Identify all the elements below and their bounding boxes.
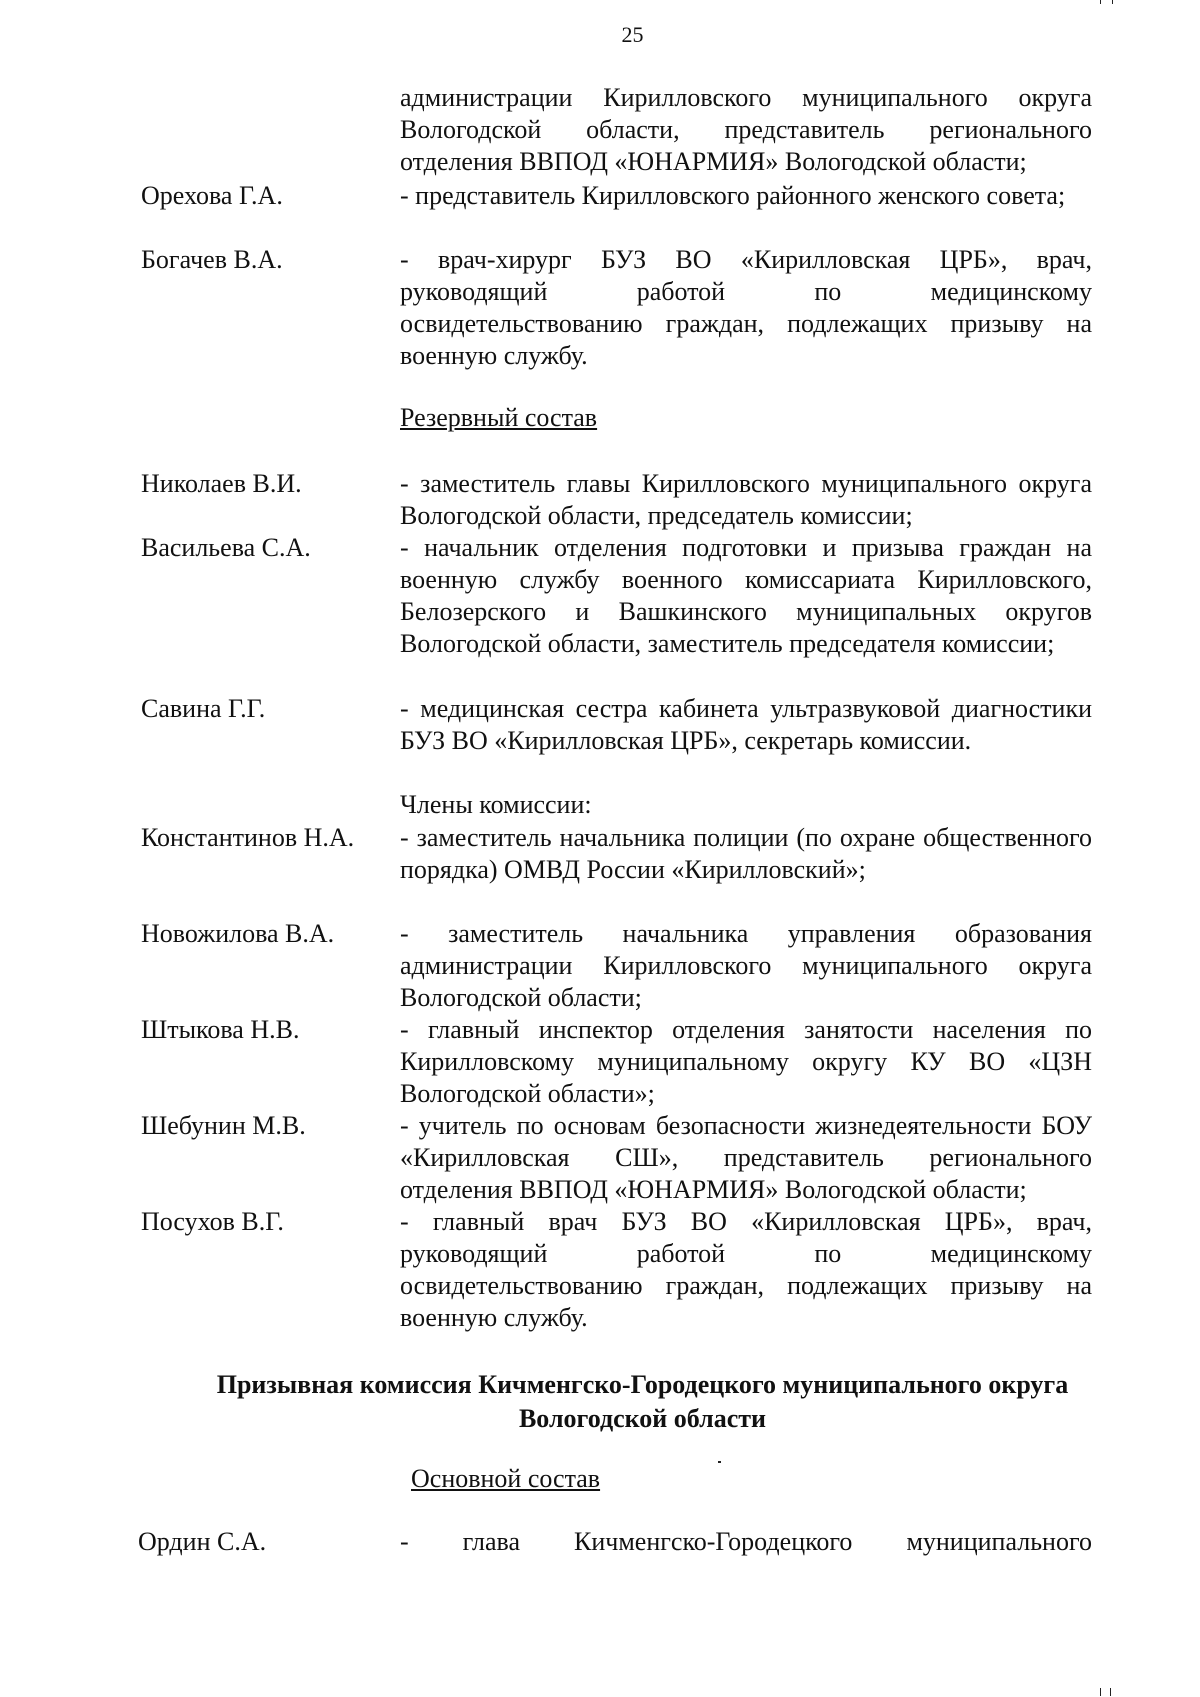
description-word: Кичменгско-Городецкого bbox=[574, 1527, 853, 1556]
member-name: Константинов Н.А. bbox=[141, 823, 355, 852]
member-description: - главный врач БУЗ ВО «Кирилловская ЦРБ», врач, руководящий работой по медицинскому освидетельствованию граждан, подлежащих призыву на военную службу. bbox=[400, 1207, 1092, 1332]
member-name: Штыкова Н.В. bbox=[141, 1015, 300, 1044]
commission-title-line: Вологодской области bbox=[518, 1404, 767, 1433]
member-description: - представитель Кирилловского районного женского совета; bbox=[400, 181, 1066, 210]
description-word: глава bbox=[462, 1527, 521, 1556]
scan-edge-mark bbox=[1112, 0, 1113, 4]
member-description bbox=[400, 1526, 1092, 1558]
scan-edge-mark bbox=[1110, 1688, 1111, 1696]
main-heading: Основной состав bbox=[411, 1464, 601, 1493]
member-description: администрации Кирилловского муниципального округа Вологодской области, представитель регионального отделения ВВПОД «ЮНАРМИЯ» Вологодской области; bbox=[400, 83, 1092, 176]
description-word: - bbox=[400, 1527, 409, 1556]
member-description: - главный инспектор отделения занятости населения по Кирилловскому муниципальному округу КУ ВО «ЦЗН Вологодской области»; bbox=[400, 1015, 1092, 1108]
member-description: - медицинская сестра кабинета ультразвуковой диагностики БУЗ ВО «Кирилловская ЦРБ», секретарь комиссии. bbox=[400, 694, 1092, 755]
member-description: - заместитель начальника управления образования администрации Кирилловского муниципального округа Вологодской области; bbox=[400, 919, 1092, 1012]
reserve-heading: Резервный состав bbox=[400, 403, 598, 432]
member-name: Васильева С.А. bbox=[141, 533, 311, 562]
member-name: Новожилова В.А. bbox=[141, 919, 335, 948]
scan-edge-mark bbox=[1100, 0, 1101, 4]
member-description: - заместитель начальника полиции (по охране общественного порядка) ОМВД России «Кирилловский»; bbox=[400, 823, 1092, 884]
member-description: - заместитель главы Кирилловского муниципального округа Вологодской области, председатель комиссии; bbox=[400, 469, 1092, 530]
members-label: Члены комиссии: bbox=[400, 790, 592, 819]
member-description: - учитель по основам безопасности жизнедеятельности БОУ «Кирилловская СШ», представитель регионального отделения ВВПОД «ЮНАРМИЯ» Вологодской области; bbox=[400, 1111, 1092, 1204]
description-word: муниципального bbox=[906, 1527, 1092, 1556]
scan-speck bbox=[718, 1461, 721, 1463]
member-name: Ордин С.А. bbox=[138, 1527, 267, 1556]
member-name: Посухов В.Г. bbox=[141, 1207, 284, 1236]
member-name: Николаев В.И. bbox=[141, 469, 302, 498]
commission-title bbox=[170, 1368, 1115, 1436]
member-name: Богачев В.А. bbox=[141, 245, 283, 274]
member-description: - врач-хирург БУЗ ВО «Кирилловская ЦРБ», врач, руководящий работой по медицинскому освидетельствованию граждан, подлежащих призыву на военную службу. bbox=[400, 245, 1092, 370]
member-name: Шебунин М.В. bbox=[141, 1111, 306, 1140]
member-description: - начальник отделения подготовки и призыва граждан на военную службу военного комиссариата Кирилловского, Белозерского и Вашкинского муниципальных округов Вологодской области, заместитель председателя комиссии; bbox=[400, 533, 1092, 658]
member-name: Савина Г.Г. bbox=[141, 694, 266, 723]
scan-edge-mark bbox=[1100, 1688, 1101, 1696]
member-name: Орехова Г.А. bbox=[141, 181, 283, 210]
commission-title-line: Призывная комиссия Кичменгско-Городецкого муниципального округа bbox=[216, 1370, 1069, 1399]
page-number: 25 bbox=[621, 22, 644, 47]
